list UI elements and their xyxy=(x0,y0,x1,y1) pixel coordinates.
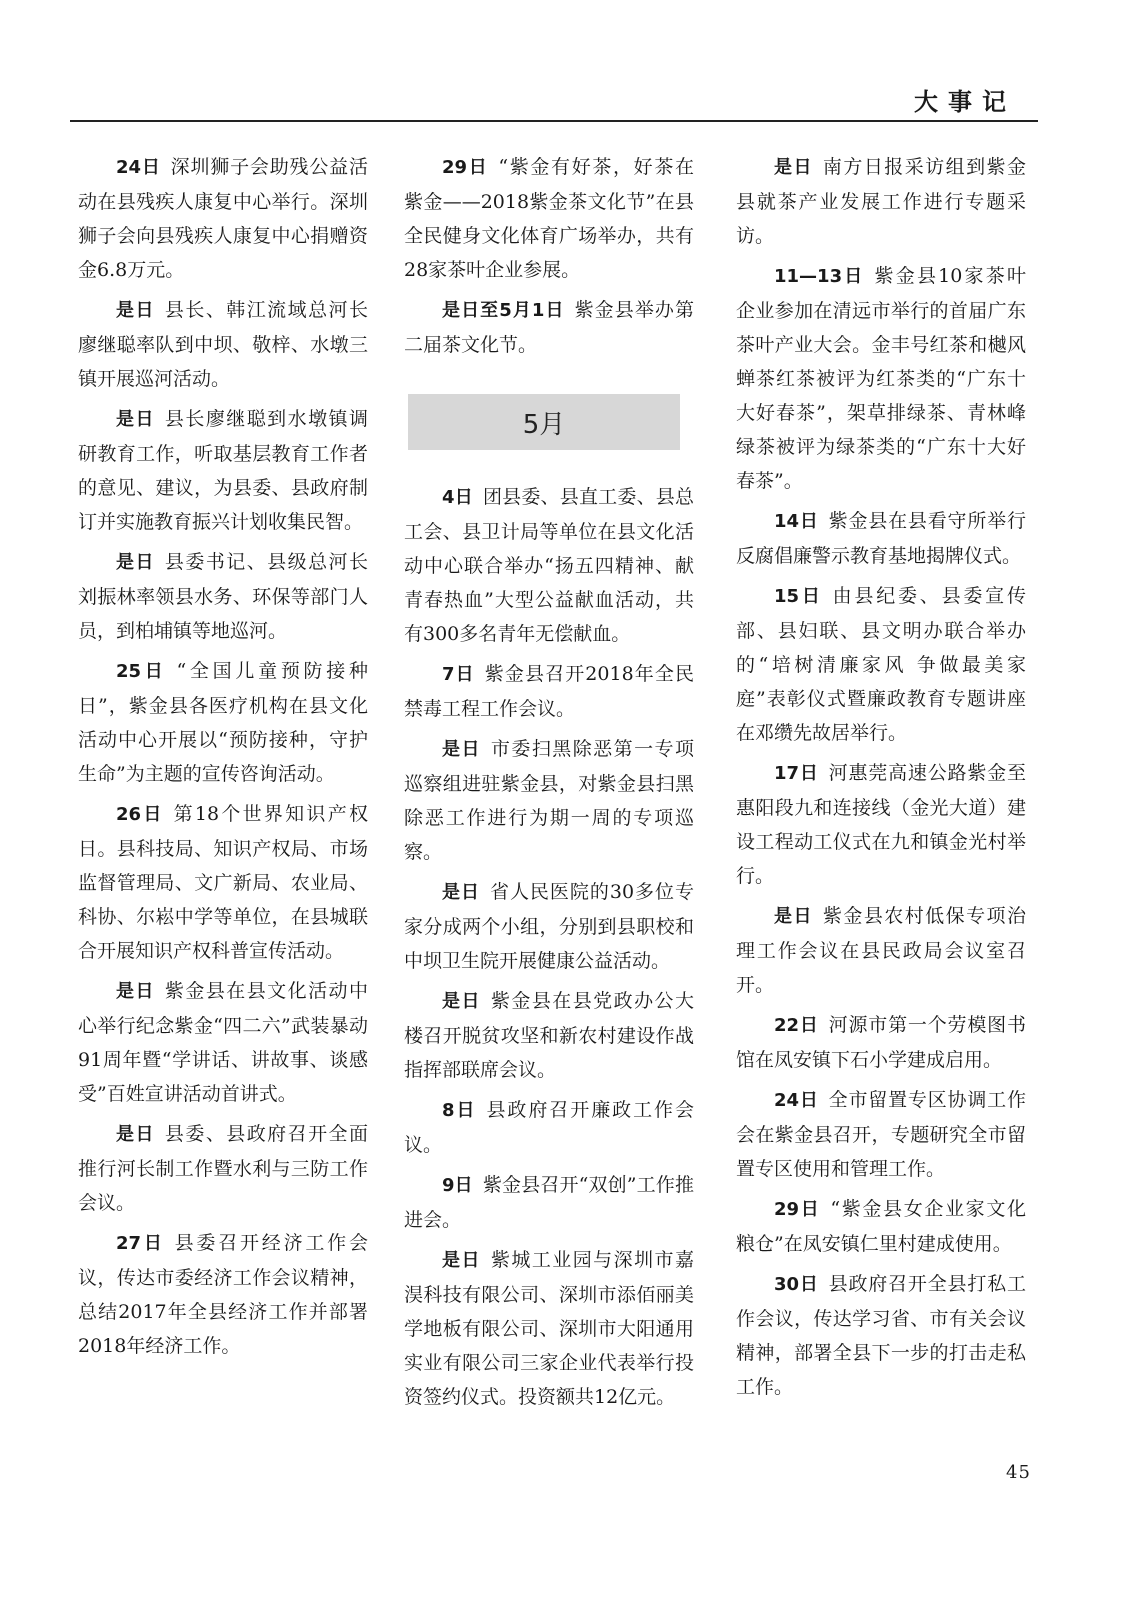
event-date: 26日 xyxy=(116,804,164,825)
event-date: 是日 xyxy=(116,300,155,321)
event-date: 24日 xyxy=(774,1090,819,1111)
event-entry xyxy=(78,974,368,1111)
event-date: 是日 xyxy=(442,1250,481,1271)
column-3 xyxy=(736,150,1026,1410)
event-date: 是日 xyxy=(116,409,155,430)
event-text: 紫金县举办第二届茶文化节。 xyxy=(404,299,694,356)
event-text: “全国儿童预防接种日”，紫金县各医疗机构在县文化活动中心开展以“预防接种，守护生命”为主题的宣传咨询活动。 xyxy=(78,660,368,785)
event-entry xyxy=(78,293,368,396)
event-text: 紫金县在县文化活动中心举行纪念紫金“四二六”武装暴动91周年暨“学讲话、讲故事、谈感受”百姓宣讲活动首讲式。 xyxy=(78,980,368,1105)
event-date: 11—13日 xyxy=(774,266,865,287)
event-date: 15日 xyxy=(774,586,823,607)
event-date: 是日 xyxy=(116,981,155,1002)
event-text: 县委、县政府召开全面推行河长制工作暨水利与三防工作会议。 xyxy=(78,1123,368,1214)
event-entry xyxy=(404,1093,694,1162)
event-entry xyxy=(736,1083,1026,1186)
event-date: 是日 xyxy=(774,906,813,927)
event-date: 8日 xyxy=(442,1100,477,1121)
event-entry xyxy=(78,1226,368,1363)
event-date: 是日 xyxy=(116,552,155,573)
event-date: 7日 xyxy=(442,664,475,685)
event-text: 南方日报采访组到紫金县就茶产业发展工作进行专题采访。 xyxy=(736,156,1026,247)
event-text: 县长、韩江流域总河长廖继聪率队到中坝、敬梓、水墩三镇开展巡河活动。 xyxy=(78,299,368,390)
event-entry xyxy=(404,984,694,1087)
event-date: 14日 xyxy=(774,511,819,532)
event-text: 县委召开经济工作会议，传达市委经济工作会议精神，总结2017年全县经济工作并部署2018年经济工作。 xyxy=(78,1232,368,1357)
event-date: 27日 xyxy=(116,1233,165,1254)
event-date: 24日 xyxy=(116,157,161,178)
month-heading-box xyxy=(408,394,680,450)
event-date: 22日 xyxy=(774,1015,819,1036)
event-text: 河源市第一个劳模图书馆在凤安镇下石小学建成启用。 xyxy=(736,1014,1026,1071)
event-text: 县长廖继聪到水墩镇调研教育工作，听取基层教育工作者的意见、建议，为县委、县政府制订并实施教育振兴计划收集民智。 xyxy=(78,408,368,533)
event-text: 县政府召开全县打私工作会议，传达学习省、市有关会议精神，部署全县下一步的打击走私工作。 xyxy=(736,1273,1026,1398)
event-entry xyxy=(404,293,694,362)
event-entry xyxy=(404,657,694,726)
event-entry xyxy=(404,875,694,978)
event-text: 紫金县农村低保专项治理工作会议在县民政局会议室召开。 xyxy=(736,905,1026,996)
event-entry xyxy=(404,732,694,869)
event-entry xyxy=(78,1117,368,1220)
event-date: 是日至5月1日 xyxy=(442,300,565,321)
event-date: 29日 xyxy=(442,157,489,178)
event-text: 紫城工业园与深圳市嘉淏科技有限公司、深圳市添佰丽美学地板有限公司、深圳市大阳通用实业有限公司三家企业代表举行投资签约仪式。投资额共12亿元。 xyxy=(404,1249,694,1408)
event-text: 全市留置专区协调工作会在紫金县召开，专题研究全市留置专区使用和管理工作。 xyxy=(736,1089,1026,1180)
event-entry xyxy=(78,797,368,968)
page-number: 45 xyxy=(1006,1462,1031,1483)
event-text: 县委书记、县级总河长刘振林率领县水务、环保等部门人员，到柏埔镇等地巡河。 xyxy=(78,551,368,642)
event-date: 17日 xyxy=(774,763,819,784)
event-text: 市委扫黑除恶第一专项巡察组进驻紫金县，对紫金县扫黑除恶工作进行为期一周的专项巡察。 xyxy=(404,738,694,863)
event-entry xyxy=(404,1168,694,1237)
event-date: 30日 xyxy=(774,1274,819,1295)
event-entry xyxy=(404,1243,694,1414)
event-text: 省人民医院的30多位专家分成两个小组，分别到县职校和中坝卫生院开展健康公益活动。 xyxy=(404,881,694,972)
event-entry xyxy=(736,1008,1026,1077)
event-entry xyxy=(78,545,368,648)
event-text: “紫金县女企业家文化粮仓”在凤安镇仁里村建成使用。 xyxy=(736,1198,1026,1255)
event-entry xyxy=(78,654,368,791)
event-date: 是日 xyxy=(116,1124,155,1145)
event-text: 紫金县召开2018年全民禁毒工程工作会议。 xyxy=(404,663,694,720)
event-text: 县政府召开廉政工作会议。 xyxy=(404,1099,694,1156)
month-heading: 5月 xyxy=(522,409,566,440)
event-entry xyxy=(404,480,694,651)
event-date: 是日 xyxy=(442,882,480,903)
event-text: 团县委、县直工委、县总工会、县卫计局等单位在县文化活动中心联合举办“扬五四精神、献青春热血”大型公益献血活动，共有300多名青年无偿献血。 xyxy=(404,486,694,645)
event-date: 4日 xyxy=(442,487,473,508)
page-header xyxy=(70,80,1038,122)
event-entry xyxy=(404,150,694,287)
event-text: 由县纪委、县委宣传部、县妇联、县文明办联合举办的“培树清廉家风 争做最美家庭”表彰仪式暨廉政教育专题讲座在邓缵先故居举行。 xyxy=(736,585,1026,744)
event-date: 是日 xyxy=(774,157,813,178)
column-2 xyxy=(404,150,694,1420)
event-entry xyxy=(736,150,1026,253)
event-entry xyxy=(736,504,1026,573)
event-entry xyxy=(736,579,1026,750)
event-date: 是日 xyxy=(442,991,481,1012)
event-text: 第18个世界知识产权日。县科技局、知识产权局、市场监督管理局、文广新局、农业局、科协、尔崧中学等单位，在县城联合开展知识产权科普宣传活动。 xyxy=(78,803,368,962)
event-text: 紫金县在县党政办公大楼召开脱贫攻坚和新农村建设作战指挥部联席会议。 xyxy=(404,990,694,1081)
event-entry xyxy=(736,1267,1026,1404)
event-entry xyxy=(736,1192,1026,1261)
event-entry xyxy=(736,899,1026,1002)
event-text: 紫金县召开“双创”工作推进会。 xyxy=(404,1174,694,1231)
event-date: 25日 xyxy=(116,661,167,682)
event-text: 紫金县10家茶叶企业参加在清远市举行的首届广东茶叶产业大会。金丰号红茶和樾风蝉茶红茶被评为红茶类的“广东十大好春茶”，架草排绿茶、青林峰绿茶被评为绿茶类的“广东十大好春茶”。 xyxy=(736,265,1026,492)
column-1 xyxy=(78,150,368,1369)
event-date: 是日 xyxy=(442,739,481,760)
event-text: 河惠莞高速公路紫金至惠阳段九和连接线（金光大道）建设工程动工仪式在九和镇金光村举行。 xyxy=(736,762,1026,887)
header-title: 大事记 xyxy=(914,88,1016,116)
event-text: 深圳狮子会助残公益活动在县残疾人康复中心举行。深圳狮子会向县残疾人康复中心捐赠资金6.8万元。 xyxy=(78,156,368,281)
event-text: 紫金县在县看守所举行反腐倡廉警示教育基地揭牌仪式。 xyxy=(736,510,1026,567)
event-text: “紫金有好茶，好茶在紫金——2018紫金茶文化节”在县全民健身文化体育广场举办，共有28家茶叶企业参展。 xyxy=(404,156,694,281)
event-entry xyxy=(736,259,1026,498)
event-entry xyxy=(78,150,368,287)
event-entry xyxy=(736,756,1026,893)
event-date: 9日 xyxy=(442,1175,473,1196)
event-entry xyxy=(78,402,368,539)
event-date: 29日 xyxy=(774,1199,821,1220)
